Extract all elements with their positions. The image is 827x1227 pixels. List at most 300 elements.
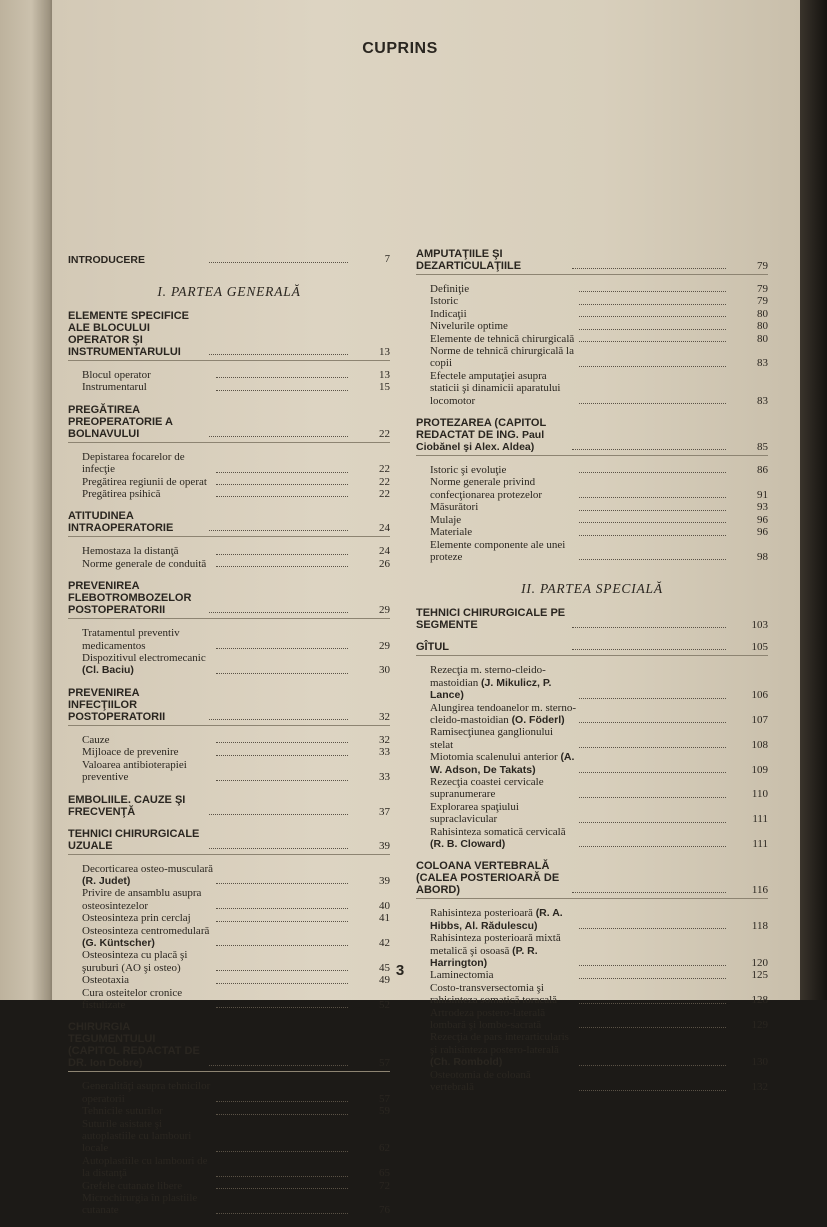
toc-entry-text [430, 476, 577, 501]
dot-leader [209, 530, 348, 531]
toc-entry-label: Depistarea focarelor de infecţie [82, 450, 185, 476]
dot-leader [579, 329, 726, 330]
toc-entry-page-number: 26 [379, 557, 390, 570]
dot-leader [209, 436, 348, 437]
dot-leader [216, 1007, 348, 1008]
dot-leader [572, 449, 726, 450]
toc-entry-page-number: 118 [751, 919, 768, 932]
toc-entry-text [430, 1031, 577, 1068]
toc-entry-page-number: 52 [379, 998, 390, 1011]
toc-section [68, 310, 390, 394]
page-number: 3 [395, 962, 405, 979]
dot-leader [572, 268, 726, 269]
toc-entry-label: Explorarea spaţiului supraclavicular [430, 800, 519, 826]
dot-leader [216, 1151, 348, 1152]
dot-leader [579, 522, 726, 523]
toc-entry-text [82, 1180, 214, 1192]
section-heading [416, 641, 768, 653]
toc-section [68, 580, 390, 677]
toc-entry [68, 558, 390, 570]
section-heading-label: ELEMENTE SPECIFICE ALE BLOCULUI OPERATOR ŞI INSTRUMENTARULUI [68, 310, 190, 358]
toc-section [68, 687, 390, 784]
dot-leader [216, 983, 348, 984]
toc-entry-page-number: 93 [757, 501, 768, 514]
part-one-title: I. PARTEA GENERALĂ [157, 284, 301, 299]
section-rule [416, 655, 768, 656]
dot-leader [216, 496, 348, 497]
toc-entry-page-number: 80 [757, 332, 768, 345]
dot-leader [579, 822, 726, 823]
toc-entry [68, 451, 390, 476]
toc-section [68, 404, 390, 501]
toc-entry-text [82, 1155, 214, 1180]
toc-entry-page-number: 40 [379, 899, 390, 912]
toc-entry [68, 369, 390, 381]
toc-entry-page-number: 22 [379, 475, 390, 488]
toc-entry-label: Osteotaxia [82, 974, 130, 987]
dot-leader [572, 649, 726, 650]
toc-entry-page-number: 24 [379, 545, 390, 558]
section-page-number: 79 [757, 260, 768, 272]
toc-entry-text [430, 526, 577, 538]
toc-entry-label: Istoric [430, 295, 459, 308]
toc-entry-page-number: 125 [751, 969, 768, 982]
toc-entry-text [430, 283, 577, 295]
section-heading-text [68, 580, 207, 616]
toc-entry-text [82, 987, 214, 1012]
toc-entry [416, 801, 768, 826]
toc-entry [416, 464, 768, 476]
toc-entry-label: Rezecţia de pars interarticularis şi rahisinteza postero-laterală [430, 1031, 569, 1056]
dot-leader [216, 673, 348, 674]
toc-entry-text [82, 488, 214, 500]
toc-entry [68, 1192, 390, 1217]
toc-entry-author: (Cl. Baciu) [82, 664, 134, 677]
toc-entry [416, 907, 768, 932]
toc-entry-page-number: 62 [379, 1142, 390, 1155]
toc-entry [416, 726, 768, 751]
toc-entry [68, 652, 390, 677]
section-heading [68, 510, 390, 534]
toc-entry-label: Norme de tehnică chirurgicală la copii [430, 345, 574, 370]
toc-entry [68, 381, 390, 393]
toc-entry-label: Ramisecţiunea ganglionului stelat [430, 726, 554, 751]
toc-entry [416, 370, 768, 407]
toc-entry-page-number: 29 [379, 639, 390, 652]
dot-leader [216, 1213, 348, 1214]
toc-entry-label: Indicaţii [430, 307, 467, 320]
section-heading [68, 687, 390, 723]
section-heading-label: EMBOLIILE. CAUZE ŞI FRECVENŢĂ [68, 793, 186, 818]
toc-entry-page-number: 79 [757, 283, 768, 295]
toc-entry [416, 526, 768, 538]
toc-entry-label: Elemente de tehnică chirurgicală [430, 332, 575, 345]
toc-entry-page-number: 33 [379, 746, 390, 759]
section-heading [68, 1021, 390, 1069]
toc-entry-label: Rahisinteza posterioară [430, 907, 533, 920]
toc-entry-text [82, 746, 214, 758]
toc-entry-text [430, 345, 577, 370]
toc-entry-text [430, 514, 577, 526]
toc-entry-label: Tehnicile suturilor [82, 1105, 163, 1118]
toc-entry-page-number: 30 [379, 664, 390, 677]
section-page-number: 103 [751, 619, 768, 632]
toc-entry-page-number: 22 [379, 463, 390, 476]
toc-entry-page-number: 15 [379, 381, 390, 394]
dot-leader [579, 1027, 726, 1028]
toc-entry-page-number: 111 [752, 813, 768, 826]
dot-leader [216, 1101, 348, 1102]
section-heading-label: TEHNICI CHIRURGICALE PE SEGMENTE [416, 607, 566, 632]
toc-entry-text [430, 295, 577, 307]
section-heading [416, 860, 768, 896]
toc-entry-page-number: 106 [751, 689, 768, 702]
toc-entry-author: (O. Föderl) [511, 713, 565, 726]
toc-entry-label: Valoarea antibioterapiei preventive [82, 758, 187, 784]
toc-entry-page-number: 120 [751, 957, 768, 970]
toc-entry-page-number: 91 [757, 488, 768, 501]
dot-leader [216, 390, 348, 391]
toc-entry [416, 664, 768, 701]
toc-entry-author: (R. B. Cloward) [430, 838, 506, 850]
toc-entry [416, 333, 768, 345]
toc-entry-page-number: 72 [379, 1179, 390, 1192]
section-page-number: 57 [379, 1057, 390, 1070]
section-rule [68, 725, 390, 726]
toc-entry-text [82, 925, 214, 950]
toc-entry-author: (A. W. Adson, De Takats) [430, 751, 575, 776]
dot-leader [216, 908, 348, 909]
toc-entry-label: Decorticarea osteo-musculară [82, 862, 214, 875]
dot-leader [216, 554, 348, 555]
dot-leader [209, 848, 348, 849]
dot-leader [579, 1065, 726, 1066]
toc-entry-author: (P. R. Harrington) [430, 944, 538, 970]
dot-leader [579, 846, 726, 847]
toc-section [68, 794, 390, 818]
toc-entry-label: Miotomia scalenului anterior [430, 751, 558, 764]
section-heading-text [416, 248, 570, 272]
dot-leader [579, 722, 726, 723]
toc-entry-page-number: 86 [757, 464, 768, 477]
toc-entry [68, 759, 390, 784]
toc-entry-text [430, 664, 577, 701]
toc-entry-label: Generalităţi asupra tehnicilor operatorii [82, 1080, 211, 1105]
toc-entry-label: Cauze [82, 733, 110, 746]
dot-leader [579, 341, 726, 342]
section-heading [416, 607, 768, 631]
section-heading [68, 404, 390, 440]
toc-entry [416, 702, 768, 727]
section-heading-text [68, 1021, 207, 1069]
toc-entry-label: Hemostaza la distanţă [82, 545, 179, 558]
dot-leader [209, 612, 348, 613]
section-heading [68, 828, 390, 852]
toc-entry [68, 1118, 390, 1155]
toc-entry-label: Mulaje [430, 513, 462, 526]
dot-leader [209, 262, 348, 263]
section-heading-author: Paul Ciobănel şi Alex. Aldea) [416, 429, 545, 454]
toc-entry-text [430, 539, 577, 564]
toc-entry-text [82, 1118, 214, 1155]
section-heading-label: ATITUDINEA INTRAOPERATORIE [68, 510, 174, 535]
dot-leader [579, 928, 726, 929]
toc-entry [416, 1031, 768, 1068]
toc-entry [68, 987, 390, 1012]
toc-entry-label: Dispozitivul electromecanic [82, 652, 206, 665]
section-heading-text [68, 510, 207, 534]
dot-leader [579, 291, 726, 292]
toc-entry-page-number: 132 [751, 1081, 768, 1094]
toc-entry [68, 1105, 390, 1117]
toc-entry-text [430, 308, 577, 320]
dot-leader [579, 510, 726, 511]
toc-section [68, 510, 390, 570]
toc-entry-page-number: 13 [379, 369, 390, 381]
dot-leader [216, 1114, 348, 1115]
toc-entry [68, 912, 390, 924]
dot-leader [579, 698, 726, 699]
toc-entry [416, 476, 768, 501]
section-heading-author: Ion Dobre) [90, 1057, 143, 1070]
section-heading-label: PREVENIREA FLEBOTROMBOZELOR POSTOPERATORII [68, 580, 192, 617]
section-page-number: 32 [379, 710, 390, 723]
section-page-number: 29 [379, 604, 390, 617]
toc-entry [416, 345, 768, 370]
toc-entry [68, 545, 390, 557]
toc-entry [416, 539, 768, 564]
dot-leader [579, 747, 726, 748]
toc-entry-author: (G. Küntscher) [82, 936, 155, 949]
dot-leader [579, 1090, 726, 1091]
dot-leader [579, 535, 726, 536]
dot-leader [572, 892, 726, 893]
toc-section [416, 607, 768, 631]
toc-entry-page-number: 45 [379, 961, 390, 974]
toc-entry-label: Suturile asistate şi autoplastiile cu lambouri locale [82, 1117, 192, 1155]
dot-leader [209, 354, 348, 355]
section-heading-label: CHIRURGIA TEGUMENTULUI (CAPITOL REDACTAT DE DR. [68, 1021, 200, 1070]
section-heading-label: TEHNICI CHIRURGICALE UZUALE [68, 827, 200, 852]
toc-entry [416, 751, 768, 776]
toc-entry-label: Cura osteitelor cronice fistulizate [82, 986, 183, 1011]
dot-leader [216, 484, 348, 485]
toc-entry-text [430, 826, 577, 851]
dot-leader [216, 755, 348, 756]
intro-page-number: 7 [384, 254, 390, 265]
toc-entry-label: Rahisinteza posterioară mixtă metalică şi osoasă [430, 932, 561, 957]
toc-entry [416, 826, 768, 851]
toc-entry-page-number: 128 [751, 994, 768, 1007]
toc-section [416, 641, 768, 850]
toc-entry [416, 1069, 768, 1094]
dot-leader [216, 1188, 348, 1189]
toc-entry-text [82, 759, 214, 784]
toc-entry-label: Tratamentul preventiv medicamentos [82, 627, 180, 652]
toc-entry [416, 283, 768, 295]
toc-entry-label: Norme generale de conduită [82, 557, 207, 570]
toc-entry-label: Rezecţia coastei cervicale supranumerare [430, 775, 544, 801]
toc-entry [416, 501, 768, 513]
toc-entry-page-number: 98 [757, 550, 768, 563]
toc-entry-label: Rahisinteza somatică cervicală [430, 825, 566, 838]
toc-entry-text [82, 627, 214, 652]
section-page-number: 39 [379, 839, 390, 852]
section-rule [68, 1071, 390, 1072]
toc-entry-page-number: 110 [751, 788, 768, 801]
toc-entry-text [430, 501, 577, 513]
section-rule [68, 618, 390, 619]
toc-entry-page-number: 96 [757, 526, 768, 539]
intro-entry [68, 254, 390, 266]
toc-entry-author: (Ch. Rombold) [430, 1056, 503, 1069]
toc-entry [68, 925, 390, 950]
toc-entry-page-number: 108 [751, 738, 768, 751]
toc-entry-label: Pregătirea regiunii de operat [82, 475, 207, 488]
toc-entry [68, 488, 390, 500]
toc-entry [68, 887, 390, 912]
toc-entry-text [82, 734, 214, 746]
section-heading-label: PREVENIREA INFECŢIILOR POSTOPERATORII [68, 686, 166, 723]
toc-entry-text [430, 776, 577, 801]
dot-leader [579, 316, 726, 317]
toc-entry-author: (R. A. Hibbs, Al. Rădulescu) [430, 907, 563, 932]
toc-entry-label: Microchirurgia în plastiile cutanate [82, 1192, 198, 1217]
section-heading-text [416, 641, 570, 653]
toc-entry-label: Nivelurile optime [430, 320, 508, 333]
dot-leader [216, 566, 348, 567]
section-heading [68, 310, 390, 358]
toc-entry-label: Pregătirea psihică [82, 488, 161, 501]
toc-entry-text [430, 702, 577, 727]
toc-entry-page-number: 79 [757, 295, 768, 308]
section-heading-label: AMPUTAŢIILE ŞI DEZARTICULAŢIILE [416, 248, 522, 272]
section-heading-text [68, 310, 207, 358]
section-heading [416, 417, 768, 453]
toc-entry-label: Blocul operator [82, 369, 151, 381]
dot-leader [216, 883, 348, 884]
toc-entry-text [430, 333, 577, 345]
toc-entry-text [82, 912, 214, 924]
toc-entry-page-number: 80 [757, 320, 768, 333]
dot-leader [216, 945, 348, 946]
section-heading-label: GÎTUL [416, 641, 449, 654]
section-page-number: 85 [757, 441, 768, 454]
dot-leader [216, 780, 348, 781]
toc-entry [416, 1007, 768, 1032]
dot-leader [579, 559, 726, 560]
toc-entry-page-number: 57 [379, 1092, 390, 1105]
section-page-number: 13 [379, 346, 390, 358]
background-edge [800, 0, 827, 1000]
toc-entry-label: Artrodeza postero-laterală lombară şi lombo-sacrată [430, 1006, 546, 1032]
toc-entry-label: Osteotomia de coloană vertebrală [430, 1068, 531, 1094]
toc-entry [68, 627, 390, 652]
toc-entry [68, 1080, 390, 1105]
dot-leader [209, 719, 348, 720]
toc-entry [416, 982, 768, 1007]
toc-entry-text [82, 381, 214, 393]
toc-entry-label: Osteosinteza cu placă şi şuruburi (AO şi osteo) [82, 949, 188, 974]
toc-entry-author: (R. Judet) [82, 874, 131, 887]
section-heading-text [68, 794, 207, 818]
toc-entry-text [82, 1192, 214, 1217]
toc-entry-label: Măsurători [430, 501, 479, 514]
section-rule [68, 854, 390, 855]
toc-entry-page-number: 22 [379, 488, 390, 501]
toc-entry-text [430, 982, 577, 1007]
toc-entry-page-number: 130 [751, 1056, 768, 1069]
dot-leader [579, 1003, 726, 1004]
toc-entry-text [430, 370, 577, 407]
toc-entry-label: Autoplastiile cu lambouri de la distanţă [82, 1154, 208, 1180]
toc-entry [416, 308, 768, 320]
toc-entry-label: Grefele cutanate libere [82, 1179, 183, 1192]
dot-leader [579, 366, 726, 367]
section-heading-text [416, 607, 570, 631]
toc-entry-label: Materiale [430, 526, 473, 539]
toc-entry-page-number: 33 [379, 771, 390, 784]
toc-entry-label: Osteosinteza centromedulară [82, 924, 210, 937]
section-rule [68, 360, 390, 361]
toc-entry [68, 1155, 390, 1180]
section-heading [68, 794, 390, 818]
toc-left-column [68, 254, 390, 1227]
toc-entry-text [82, 476, 214, 488]
section-heading-text [68, 687, 207, 723]
dot-leader [579, 304, 726, 305]
section-page-number: 37 [379, 805, 390, 818]
toc-entry-text [82, 451, 214, 476]
toc-entry-page-number: 39 [379, 874, 390, 887]
dot-leader [579, 797, 726, 798]
section-rule [68, 442, 390, 443]
toc-entry [68, 746, 390, 758]
toc-entry-label: Costo-transversectomia şi rahisinteza somatică toracală [430, 981, 558, 1007]
section-page-number: 105 [751, 641, 768, 654]
dot-leader [216, 648, 348, 649]
section-heading [416, 248, 768, 272]
dot-leader [216, 472, 348, 473]
toc-entry-text [430, 1007, 577, 1032]
section-page-number: 116 [751, 884, 768, 897]
toc-entry-page-number: 111 [752, 838, 768, 850]
toc-entry-text [430, 751, 577, 776]
dot-leader [216, 742, 348, 743]
toc-entry [68, 863, 390, 888]
section-heading-label: COLOANA VERTEBRALĂ (CALEA POSTERIOARĂ DE ABORD) [416, 860, 560, 897]
toc-entry-page-number: 109 [751, 763, 768, 776]
toc-entry-page-number: 65 [379, 1167, 390, 1180]
dot-leader [579, 472, 726, 473]
toc-entry-text [82, 887, 214, 912]
toc-entry [68, 734, 390, 746]
toc-entry-text [430, 726, 577, 751]
dot-leader [579, 403, 726, 404]
dot-leader [216, 377, 348, 378]
toc-entry-label: Laminectomia [430, 969, 494, 982]
toc-entry-label: Elemente componente ale unei proteze [430, 538, 566, 563]
toc-entry-page-number: 83 [757, 394, 768, 407]
section-rule [68, 536, 390, 537]
toc-section [416, 417, 768, 563]
toc-entry-label: Istoric şi evoluţie [430, 464, 507, 477]
toc-entry-page-number: 41 [379, 912, 390, 925]
dot-leader [579, 772, 726, 773]
dot-leader [572, 627, 726, 628]
toc-entry-label: Osteosinteza prin cerclaj [82, 912, 191, 925]
toc-entry [416, 295, 768, 307]
